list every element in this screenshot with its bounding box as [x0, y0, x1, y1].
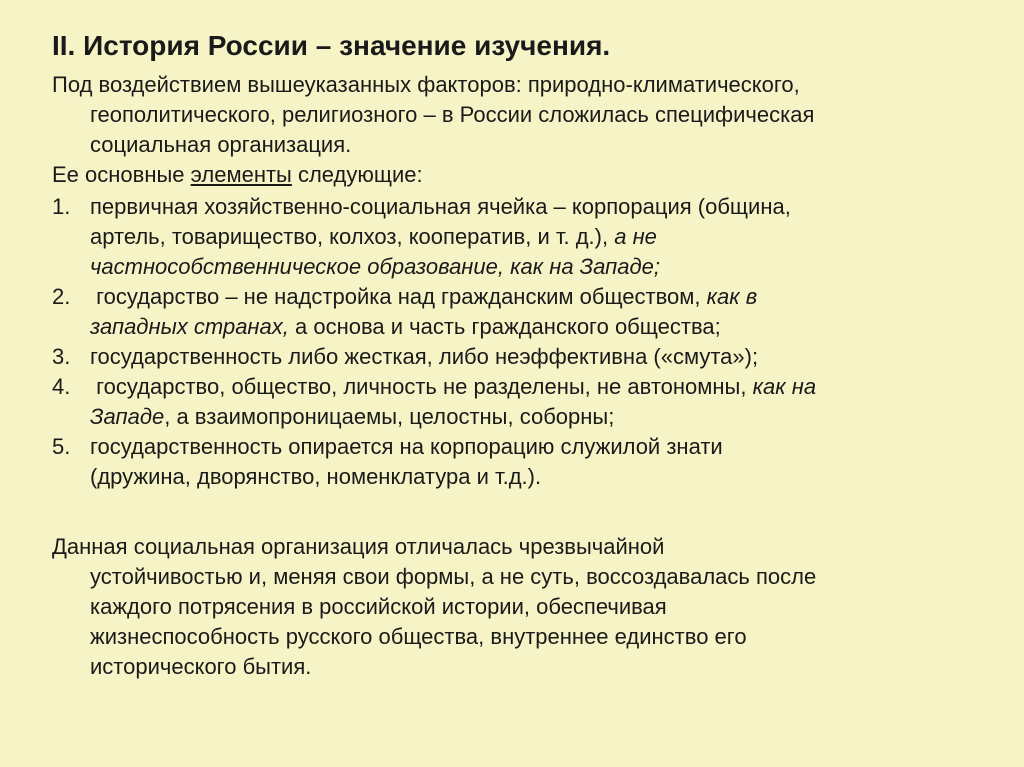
conclusion-line-1: Данная социальная организация отличалась чрезвычайной	[52, 534, 665, 559]
conclusion-paragraph	[52, 532, 972, 682]
item-number: 4.	[52, 374, 71, 399]
conclusion-line-2: устойчивостью и, меняя свои формы, а не суть, воссоздавалась после	[90, 564, 817, 589]
slide-title: II. История России – значение изучения.	[52, 30, 611, 61]
item-text: а основа и часть гражданского общества;	[288, 314, 721, 339]
item-text: , а взаимопроницаемы, целостны, соборны;	[164, 404, 615, 429]
item-italic-text: как на	[752, 374, 817, 399]
conclusion-line-3: каждого потрясения в российской истории, обеспечивая	[90, 594, 667, 619]
item-text: государство – не надстройка над гражданским обществом,	[90, 284, 707, 309]
conclusion-line-4: жизнеспособность русского общества, внутреннее единство его	[90, 624, 747, 649]
conclusion-line-5: исторического бытия.	[90, 654, 312, 679]
item-text: артель, товарищество, колхоз, кооператив, и т. д.),	[90, 224, 615, 249]
list-item-1	[52, 192, 972, 282]
item-number: 1.	[52, 194, 71, 219]
numbered-list	[52, 192, 972, 492]
intro-line-1: Под воздействием вышеуказанных факторов: природно-климатического,	[52, 72, 800, 97]
elements-line	[52, 160, 972, 190]
elements-prefix: Ее основные	[52, 162, 191, 187]
list-item-4	[52, 372, 972, 432]
item-text: первичная хозяйственно-социальная ячейка – корпорация (община,	[90, 194, 791, 219]
item-italic-text: западных странах,	[90, 314, 289, 339]
item-italic-text: Западе	[90, 404, 165, 429]
item-text: государственность либо жесткая, либо неэффективна («смута»);	[90, 344, 759, 369]
item-italic-text: а не	[614, 224, 657, 249]
intro-line-2: геополитического, религиозного – в России сложилась специфическая	[90, 102, 815, 127]
intro-line-3: социальная организация.	[90, 132, 352, 157]
list-item-5	[52, 432, 972, 492]
elements-underlined-word: элементы	[190, 162, 292, 187]
list-item-3	[52, 342, 972, 372]
item-text: государственность опирается на корпорацию служилой знати	[90, 434, 723, 459]
item-italic-text: частнособственническое образование, как на Западе;	[90, 254, 661, 279]
item-number: 2.	[52, 284, 71, 309]
item-number: 3.	[52, 344, 71, 369]
item-text: (дружина, дворянство, номенклатура и т.д.).	[90, 464, 542, 489]
intro-paragraph	[52, 70, 972, 160]
item-number: 5.	[52, 434, 71, 459]
item-text: государство, общество, личность не разделены, не автономны,	[90, 374, 753, 399]
elements-suffix: следующие:	[291, 162, 423, 187]
item-italic-text: как в	[706, 284, 758, 309]
list-item-2	[52, 282, 972, 342]
